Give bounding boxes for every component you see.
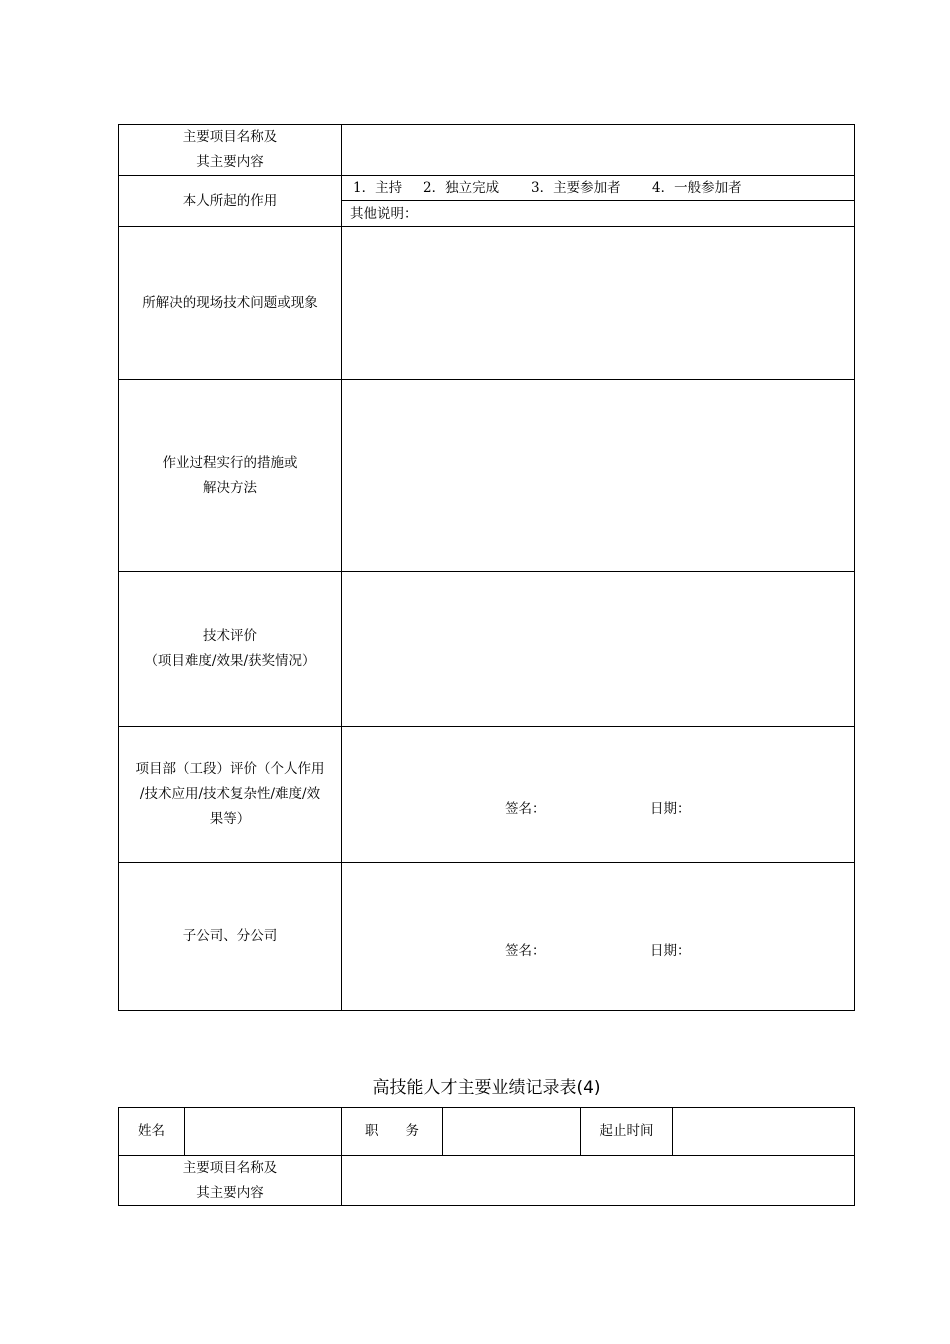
role-option-general-participant[interactable]: 4．一般参加者 — [652, 180, 742, 196]
project-name-label: 主要项目名称及 其主要内容 — [182, 129, 278, 170]
position-label: 职 务 — [365, 1123, 419, 1139]
sub-sign-label: 签名： — [505, 943, 546, 959]
period-field[interactable] — [673, 1108, 854, 1155]
table-border-right — [854, 1107, 855, 1206]
form-title: 高技能人才主要业绩记录表(4) — [372, 1078, 601, 1098]
table-border-bottom — [118, 1010, 855, 1011]
period-label: 起止时间 — [599, 1123, 654, 1139]
role-option-host[interactable]: 1．主持 — [353, 180, 403, 196]
project-name-field[interactable] — [342, 1156, 854, 1205]
name-field[interactable] — [185, 1108, 341, 1155]
role-option-independent[interactable]: 2．独立完成 — [423, 180, 500, 196]
position-field[interactable] — [443, 1108, 580, 1155]
problem-label: 所解决的现场技术问题或现象 — [142, 294, 318, 311]
dept-eval-field[interactable] — [342, 727, 854, 862]
role-option-main-participant[interactable]: 3．主要参加者 — [531, 180, 621, 196]
dept-date-label: 日期： — [650, 801, 691, 817]
project-name-label: 主要项目名称及 其主要内容 — [182, 1159, 278, 1201]
measures-label: 作业过程实行的措施或 解决方法 — [162, 454, 298, 496]
role-other-label: 其他说明： — [350, 206, 418, 222]
sub-date-label: 日期： — [650, 943, 691, 959]
tech-eval-field[interactable] — [342, 572, 854, 726]
measures-field[interactable] — [342, 380, 854, 571]
tech-eval-label: 技术评价 （项目难度/效果/获奖情况） — [144, 628, 316, 669]
row-subdivider — [341, 200, 855, 201]
problem-field[interactable] — [342, 227, 854, 379]
dept-eval-label: 项目部（工段）评价（个人作用 /技术应用/技术复杂性/难度/效 果等） — [135, 761, 325, 827]
table-border-right — [854, 124, 855, 1011]
subsidiary-label: 子公司、分公司 — [182, 928, 278, 944]
role-label: 本人所起的作用 — [182, 192, 278, 209]
dept-sign-label: 签名： — [505, 801, 546, 817]
subsidiary-field[interactable] — [342, 863, 854, 1010]
project-name-field[interactable] — [342, 125, 854, 175]
role-other-field[interactable] — [420, 202, 850, 224]
name-label: 姓名 — [138, 1123, 165, 1139]
